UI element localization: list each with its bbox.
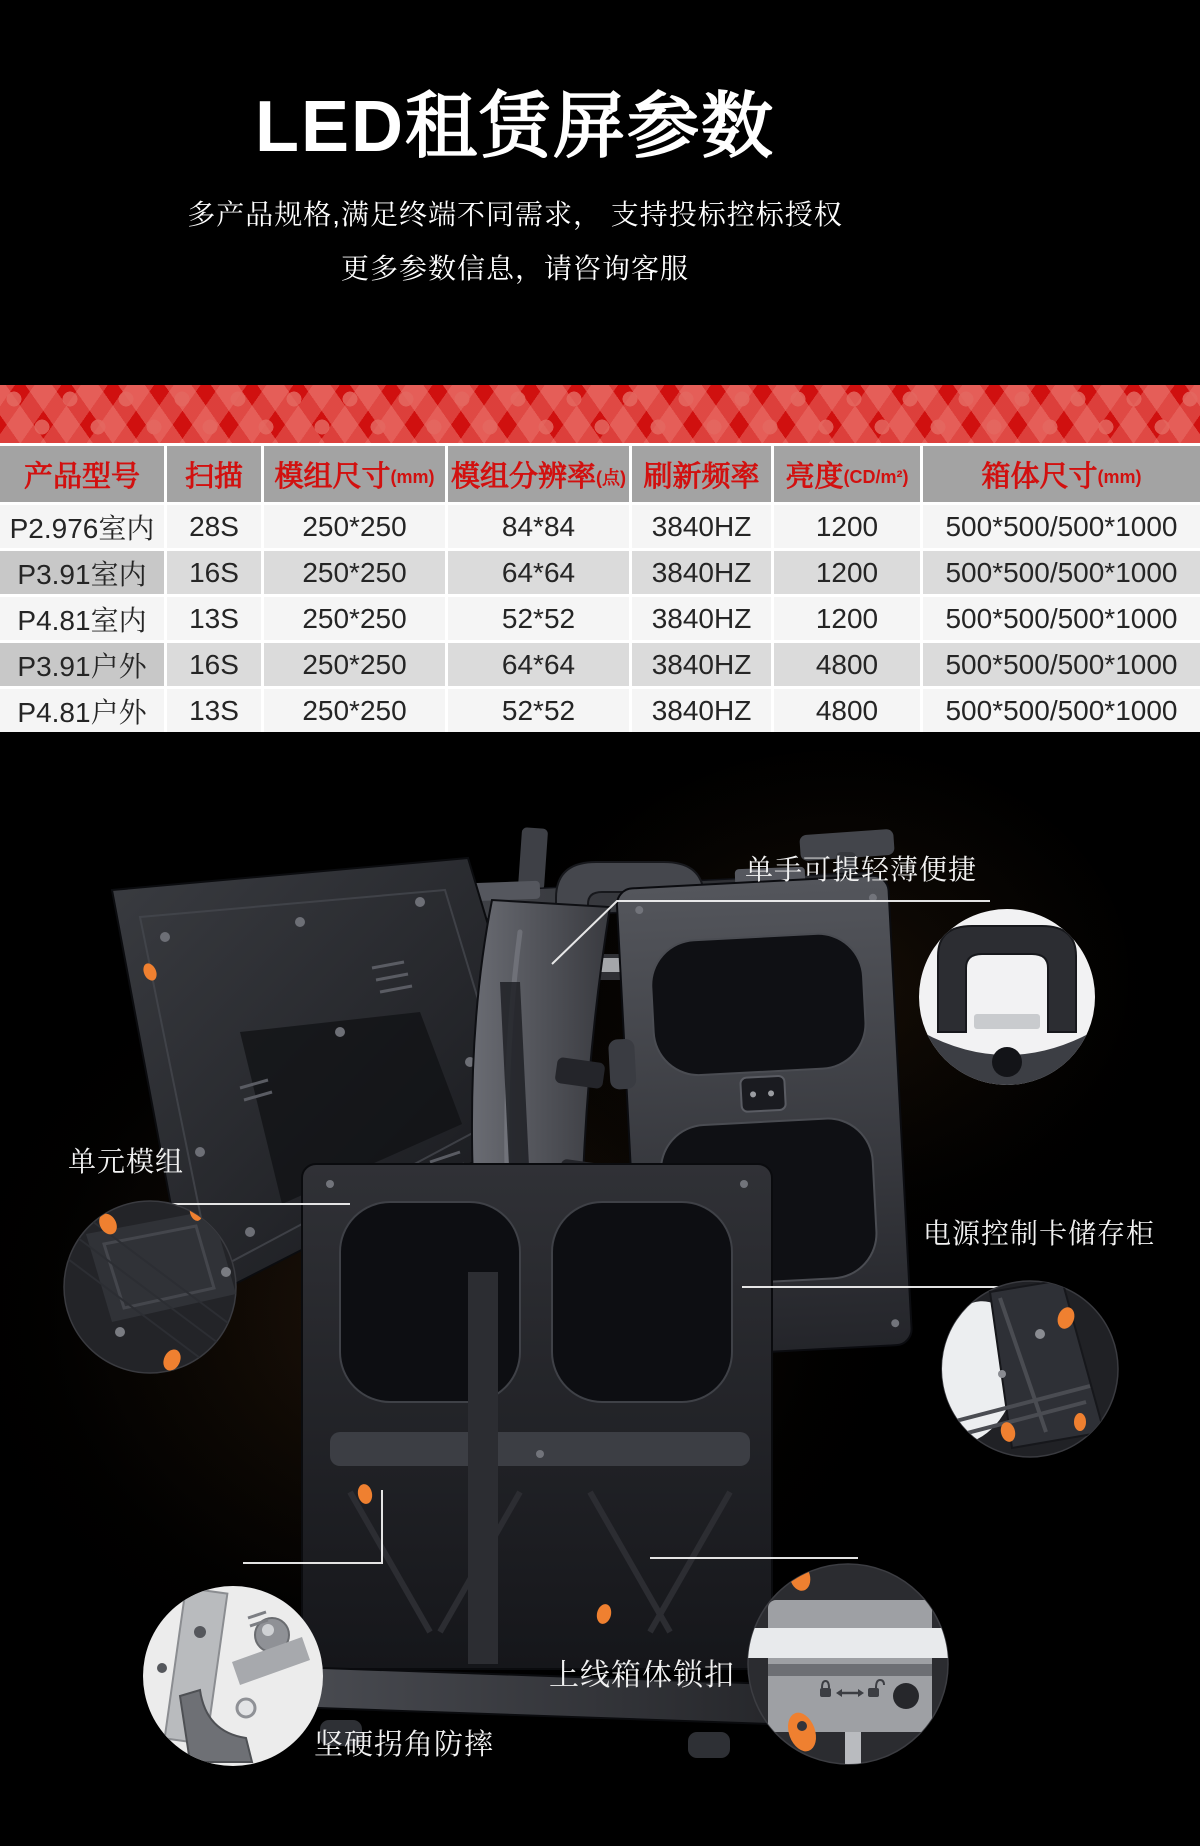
table-cell: 28S [167, 505, 261, 548]
table-cell: 250*250 [264, 643, 445, 686]
table-cell: 13S [167, 689, 261, 732]
table-cell: 64*64 [448, 551, 629, 594]
table-cell: 1200 [774, 505, 920, 548]
table-cell: 250*250 [264, 597, 445, 640]
product-showcase [0, 732, 1200, 1846]
table-cell: 84*84 [448, 505, 629, 548]
page-title: LED租赁屏参数 [254, 87, 775, 167]
table-cell: 4800 [774, 689, 920, 732]
spec-table [0, 443, 1200, 732]
table-cell: 3840HZ [632, 505, 771, 548]
table-cell: P3.91室内 [0, 551, 164, 594]
table-cell: 16S [167, 551, 261, 594]
table-cell: 52*52 [448, 689, 629, 732]
column-header: 箱体尺寸 (mm) [923, 446, 1200, 502]
table-cell: 3840HZ [632, 551, 771, 594]
feature-label-handle: 单手可提轻薄便捷 [745, 854, 978, 885]
feature-label-corner: 坚硬拐角防摔 [314, 1729, 495, 1761]
table-cell: 250*250 [264, 689, 445, 732]
feature-label-power: 电源控制卡储存柜 [923, 1218, 1156, 1249]
table-cell: 64*64 [448, 643, 629, 686]
column-header: 产品型号 [0, 446, 164, 502]
feature-label-module: 单元模组 [68, 1146, 185, 1177]
feature-label-lock: 上线箱体锁扣 [549, 1659, 735, 1692]
lock-zoom-inset [748, 1561, 948, 1794]
table-cell: 250*250 [264, 551, 445, 594]
table-cell: 3840HZ [632, 643, 771, 686]
corner-zoom-inset [143, 1586, 323, 1766]
column-header: 扫描 [167, 446, 261, 502]
table-cell: 1200 [774, 551, 920, 594]
table-cell: 500*500/500*1000 [923, 643, 1200, 686]
table-cell: 250*250 [264, 505, 445, 548]
column-header: 刷新频率 [632, 446, 771, 502]
table-cell: P3.91户外 [0, 643, 164, 686]
column-header: 模组分辨率 (点) [448, 446, 629, 502]
column-header: 亮度 (CD/m²) [774, 446, 920, 502]
table-cell: 16S [167, 643, 261, 686]
table-cell: 500*500/500*1000 [923, 551, 1200, 594]
hero-section [0, 0, 1030, 385]
table-cell: 500*500/500*1000 [923, 689, 1200, 732]
hero-subtitle-2: 更多参数信息，请咨询客服 [340, 253, 689, 285]
table-cell: 4800 [774, 643, 920, 686]
table-cell: 1200 [774, 597, 920, 640]
table-cell: 52*52 [448, 597, 629, 640]
table-cell: P2.976室内 [0, 505, 164, 548]
table-cell: P4.81室内 [0, 597, 164, 640]
table-cell: 3840HZ [632, 689, 771, 732]
column-header: 模组尺寸 (mm) [264, 446, 445, 502]
table-cell: 3840HZ [632, 597, 771, 640]
hero-subtitle-1: 多产品规格,满足终端不同需求， 支持投标控标授权 [187, 199, 843, 231]
table-cell: 500*500/500*1000 [923, 505, 1200, 548]
table-cell: 500*500/500*1000 [923, 597, 1200, 640]
table-cell: P4.81户外 [0, 689, 164, 732]
table-cell: 13S [167, 597, 261, 640]
red-pattern-band [0, 385, 1200, 443]
